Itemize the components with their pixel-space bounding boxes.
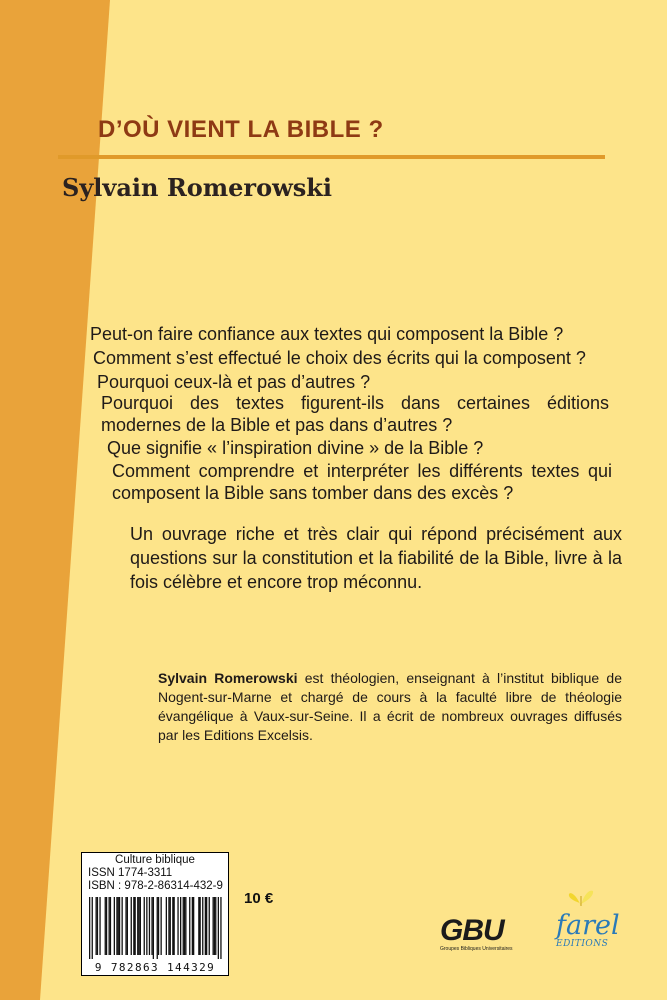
barcode-bar <box>137 897 138 955</box>
barcode-bar <box>189 897 190 955</box>
barcode-bar <box>157 897 158 959</box>
barcode-bar <box>97 897 98 955</box>
question-6: Comment comprendre et interpréter les différents textes qui composent la Bible sans tomber dans des excès ? <box>112 461 612 503</box>
question-3: Pourquoi ceux-là et pas d’autres ? <box>97 372 371 392</box>
barcode-bar <box>106 897 107 955</box>
question-2: Comment s’est effectué le choix des écrits qui la composent ? <box>93 348 586 368</box>
question-1: Peut-on faire confiance aux textes qui composent la Bible ? <box>90 324 564 344</box>
farel-logo <box>556 888 620 949</box>
barcode-bar <box>110 897 111 955</box>
barcode-label <box>81 852 229 976</box>
author-name: Sylvain Romerowski <box>62 173 332 202</box>
barcode-bar <box>183 897 184 955</box>
barcode-bar <box>214 897 215 955</box>
barcode-bar <box>168 897 169 955</box>
barcode-bar <box>184 897 185 955</box>
barcode-bar <box>166 897 167 955</box>
question-5: Que signifie « l’inspiration divine » de la Bible ? <box>107 438 484 458</box>
barcode-bar <box>153 897 154 959</box>
barcode-bar <box>122 897 123 955</box>
butterfly-icon <box>568 888 594 908</box>
barcode-bar <box>177 897 178 955</box>
barcode-bar <box>144 897 145 955</box>
barcode-bar <box>158 897 159 955</box>
barcode-bar <box>151 897 152 955</box>
gbu-logo-text: GBU <box>440 914 504 947</box>
author-bio-text: est théologien, enseignant à l’institut biblique de Nogent-sur-Marne et chargé de cours à la faculté libre de théologie évangélique à Vaux-sur-Seine. Il a écrit de nombreux ouvrages diffusés par les Editions Excelsis. <box>158 670 622 743</box>
barcode-bar <box>215 897 216 955</box>
isbn-number: ISBN : 978-2-86314-432-9 <box>88 880 223 892</box>
barcode-bar <box>131 897 132 955</box>
barcode-bar <box>170 897 171 955</box>
barcode-bar <box>116 897 117 955</box>
author-bio-name: Sylvain Romerowski <box>158 670 298 686</box>
barcode-bar <box>146 897 147 955</box>
issn-number: ISSN 1774-3311 <box>88 867 173 879</box>
barcode-bar <box>105 897 106 955</box>
question-4: Pourquoi des textes figurent-ils dans certaines éditions modernes de la Bible et pas dans d’autres ? <box>101 393 609 435</box>
barcode-digits: 9 782863 144329 <box>94 961 216 974</box>
barcode-bar <box>92 897 93 959</box>
barcode-bar <box>133 897 134 955</box>
barcode-bar <box>118 897 119 955</box>
barcode-bar <box>174 897 175 955</box>
barcode-bar <box>125 897 126 955</box>
barcode-bar <box>127 897 128 955</box>
barcode-bar <box>198 897 199 955</box>
barcode-bar <box>109 897 110 955</box>
barcode-bar <box>149 897 150 955</box>
price: 10 € <box>244 890 274 907</box>
barcode-bar <box>96 897 97 955</box>
book-description: Un ouvrage riche et très clair qui répond précisément aux questions sur la constitution et la fiabilité de la Bible, livre à la fois célèbre et encore trop méconnu. <box>130 524 622 592</box>
author-bio <box>158 669 622 745</box>
farel-logo-subtitle: EDITIONS <box>556 939 609 949</box>
barcode-bar <box>161 897 162 955</box>
barcode-bar <box>192 897 193 955</box>
barcode-bar <box>99 897 100 955</box>
barcode-bar <box>172 897 173 955</box>
barcode-bar <box>218 897 219 959</box>
barcode-bar <box>119 897 120 955</box>
barcode-bar <box>193 897 194 955</box>
barcode-bar <box>138 897 139 955</box>
barcode-bar <box>89 897 90 959</box>
barcode-bar <box>220 897 221 959</box>
barcode-bars <box>89 897 223 959</box>
barcode-bar <box>209 897 210 955</box>
barcode-bar <box>114 897 115 955</box>
barcode-bar <box>135 897 136 955</box>
title-divider <box>58 155 605 159</box>
barcode-bar <box>185 897 186 955</box>
barcode-bar <box>206 897 207 955</box>
barcode-bar <box>180 897 181 955</box>
barcode-bar <box>200 897 201 955</box>
barcode-bar <box>202 897 203 955</box>
barcode-bar <box>205 897 206 955</box>
barcode-bar <box>213 897 214 955</box>
gbu-logo <box>440 916 513 952</box>
barcode-bar <box>140 897 141 955</box>
gbu-logo-subtitle: Groupes Bibliques Universitaires <box>440 946 513 952</box>
collection-name: Culture biblique <box>115 854 195 866</box>
farel-logo-text: farel <box>556 910 620 941</box>
book-title: D’OÙ VIENT LA BIBLE ? <box>98 116 384 143</box>
